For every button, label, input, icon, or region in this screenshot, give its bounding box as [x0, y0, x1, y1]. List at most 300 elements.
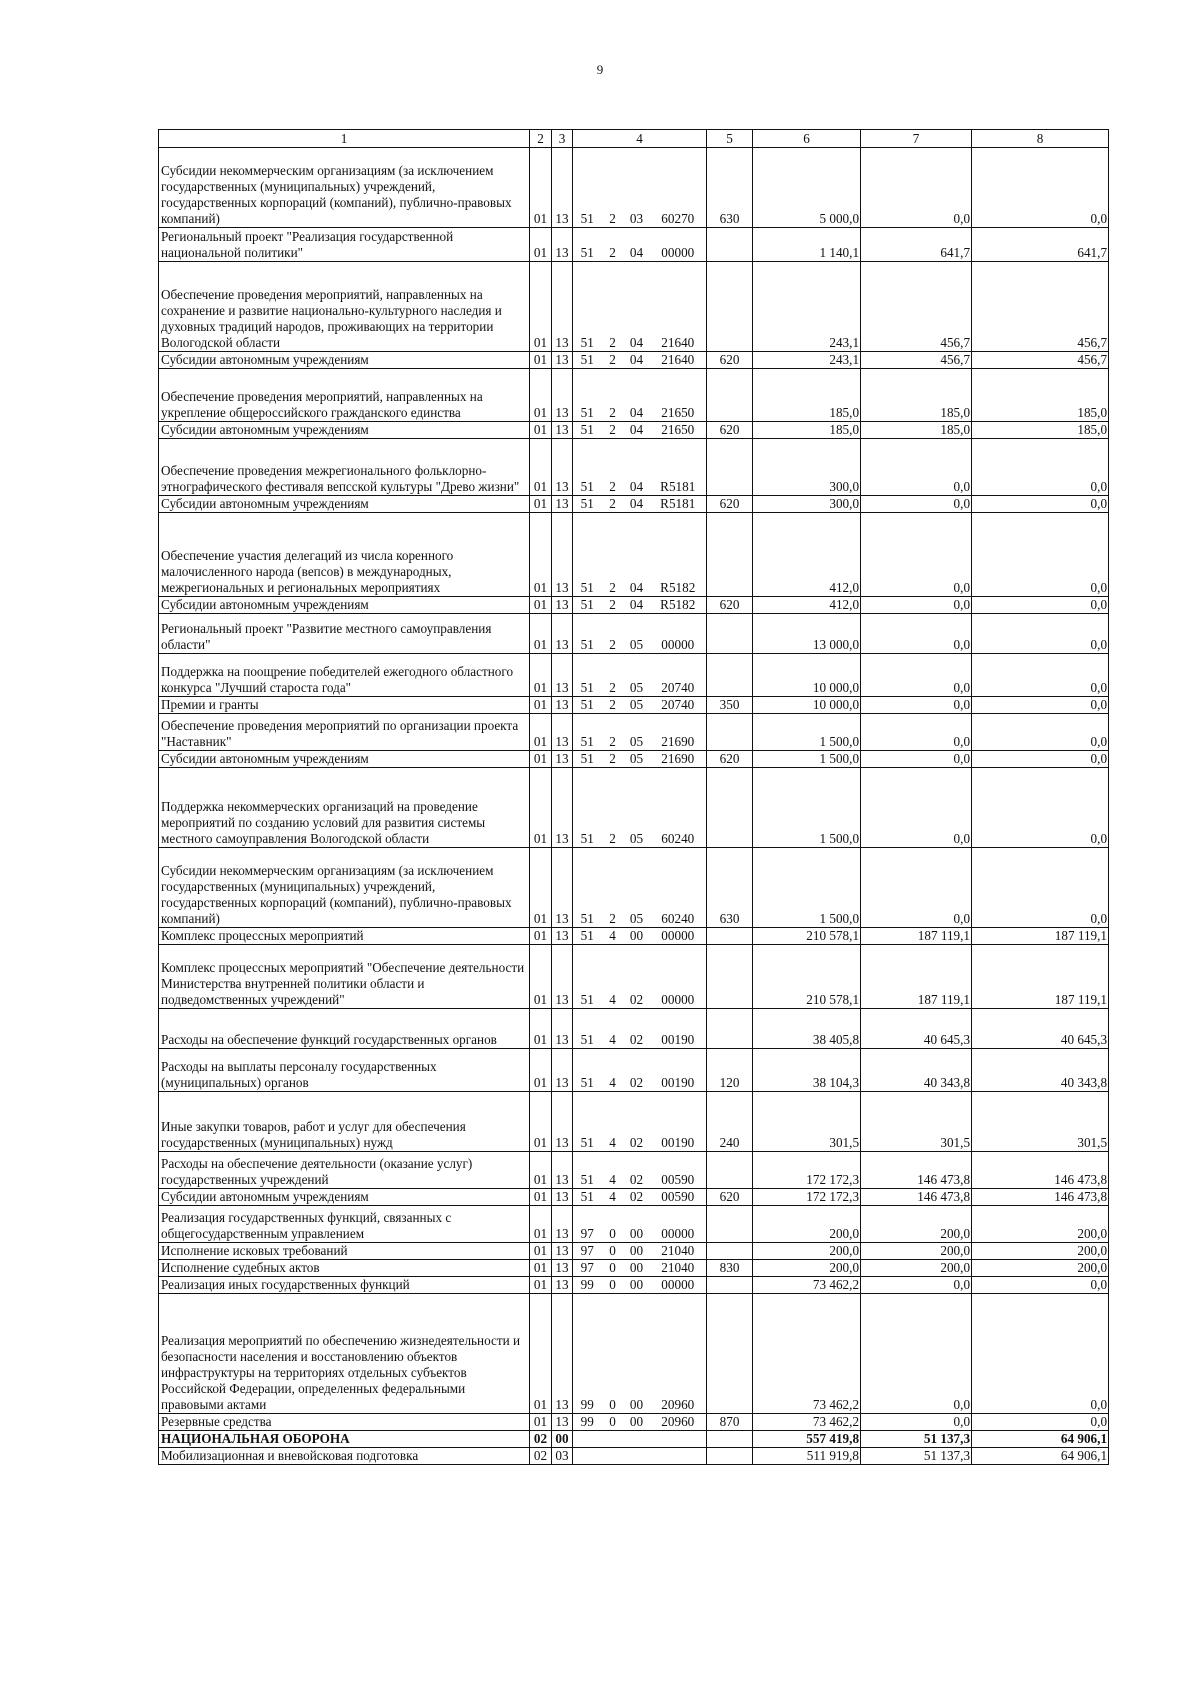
amount-col-8: 0,0 [972, 1277, 1109, 1294]
subsection-code: 13 [552, 751, 573, 768]
target-article-type: 2 [602, 228, 624, 262]
target-article-part: 00 [624, 1206, 650, 1243]
target-article-direction: 21650 [650, 369, 707, 422]
section-code: 01 [530, 1152, 552, 1189]
amount-col-6: 185,0 [753, 422, 861, 439]
amount-col-8: 0,0 [972, 654, 1109, 697]
target-article-part: 00 [624, 1414, 650, 1431]
expense-type-code [707, 1243, 753, 1260]
target-article-part: 04 [624, 597, 650, 614]
expense-type-code [707, 1431, 753, 1448]
expense-type-code: 620 [707, 496, 753, 513]
table-row [159, 848, 1109, 928]
table-row [159, 1243, 1109, 1260]
row-name: Поддержка некоммерческих организаций на проведение мероприятий по созданию условий для развития системы местного самоуправления Вологодской области [159, 768, 530, 848]
row-name: Обеспечение участия делегаций из числа коренного малочисленного народа (вепсов) в международных, межрегиональных и региональных мероприятиях [159, 513, 530, 597]
target-article-program: 99 [573, 1294, 602, 1414]
amount-col-8: 40 343,8 [972, 1049, 1109, 1092]
subsection-code: 13 [552, 352, 573, 369]
amount-col-8: 187 119,1 [972, 945, 1109, 1009]
amount-col-8: 456,7 [972, 262, 1109, 352]
amount-col-7: 0,0 [861, 614, 972, 654]
target-article-part: 04 [624, 422, 650, 439]
target-article-part: 05 [624, 751, 650, 768]
target-article-program: 51 [573, 1189, 602, 1206]
amount-col-8: 146 473,8 [972, 1152, 1109, 1189]
target-article-type: 2 [602, 439, 624, 496]
target-article-part: 04 [624, 352, 650, 369]
amount-col-8: 0,0 [972, 614, 1109, 654]
amount-col-8: 0,0 [972, 1294, 1109, 1414]
table-row [159, 1260, 1109, 1277]
section-code: 01 [530, 1009, 552, 1049]
amount-col-7: 146 473,8 [861, 1189, 972, 1206]
section-code: 01 [530, 654, 552, 697]
table-row [159, 597, 1109, 614]
amount-col-8: 0,0 [972, 768, 1109, 848]
table-row [159, 1189, 1109, 1206]
subsection-code: 13 [552, 614, 573, 654]
target-article-direction: 21640 [650, 262, 707, 352]
target-article-direction: 60240 [650, 848, 707, 928]
target-article-direction: 00190 [650, 1049, 707, 1092]
expense-type-code: 630 [707, 148, 753, 228]
table-row [159, 262, 1109, 352]
page-number: 9 [596, 62, 604, 77]
amount-col-8: 0,0 [972, 714, 1109, 751]
target-article-direction: 00590 [650, 1152, 707, 1189]
target-article-program: 51 [573, 496, 602, 513]
header-cell: 8 [972, 130, 1109, 148]
amount-col-6: 1 500,0 [753, 848, 861, 928]
amount-col-7: 200,0 [861, 1206, 972, 1243]
expense-type-code: 620 [707, 422, 753, 439]
amount-col-7: 456,7 [861, 262, 972, 352]
amount-col-8: 146 473,8 [972, 1189, 1109, 1206]
row-name: НАЦИОНАЛЬНАЯ ОБОРОНА [159, 1431, 530, 1448]
section-code: 01 [530, 1260, 552, 1277]
amount-col-7: 0,0 [861, 697, 972, 714]
amount-col-6: 210 578,1 [753, 945, 861, 1009]
amount-col-7: 0,0 [861, 1277, 972, 1294]
header-cell: 7 [861, 130, 972, 148]
section-code: 01 [530, 1049, 552, 1092]
subsection-code: 13 [552, 1152, 573, 1189]
row-name: Комплекс процессных мероприятий [159, 928, 530, 945]
header-cell: 4 [573, 130, 707, 148]
target-article-direction: 00000 [650, 928, 707, 945]
table-row [159, 714, 1109, 751]
expense-type-code [707, 228, 753, 262]
amount-col-6: 557 419,8 [753, 1431, 861, 1448]
amount-col-7: 0,0 [861, 848, 972, 928]
section-code: 01 [530, 496, 552, 513]
target-article-part: 05 [624, 614, 650, 654]
target-article-part: 04 [624, 439, 650, 496]
table-row [159, 1206, 1109, 1243]
target-article-part: 05 [624, 848, 650, 928]
row-name: Обеспечение проведения мероприятий по организации проекта "Наставник" [159, 714, 530, 751]
target-article-direction: R5181 [650, 439, 707, 496]
expense-type-code [707, 1294, 753, 1414]
section-code: 01 [530, 369, 552, 422]
table-row [159, 1009, 1109, 1049]
table-row [159, 1152, 1109, 1189]
target-article-type: 0 [602, 1294, 624, 1414]
amount-col-7: 146 473,8 [861, 1152, 972, 1189]
subsection-code: 13 [552, 1277, 573, 1294]
table-row [159, 768, 1109, 848]
row-name: Обеспечение проведения мероприятий, направленных на укрепление общероссийского гражданского единства [159, 369, 530, 422]
section-code: 01 [530, 1414, 552, 1431]
target-article-direction: R5181 [650, 496, 707, 513]
target-article-program: 51 [573, 751, 602, 768]
amount-col-7: 0,0 [861, 714, 972, 751]
table-row [159, 1277, 1109, 1294]
target-article-part: 00 [624, 1260, 650, 1277]
amount-col-7: 0,0 [861, 768, 972, 848]
amount-col-7: 0,0 [861, 1414, 972, 1431]
expense-type-code [707, 1009, 753, 1049]
target-article-type: 0 [602, 1206, 624, 1243]
section-code: 01 [530, 439, 552, 496]
expense-type-code [707, 1152, 753, 1189]
amount-col-7: 641,7 [861, 228, 972, 262]
row-name: Иные закупки товаров, работ и услуг для обеспечения государственных (муниципальных) нужд [159, 1092, 530, 1152]
section-code: 01 [530, 352, 552, 369]
target-article-type: 4 [602, 928, 624, 945]
target-article-program: 51 [573, 352, 602, 369]
section-code: 01 [530, 262, 552, 352]
table-row [159, 1414, 1109, 1431]
target-article-program: 51 [573, 597, 602, 614]
table-row [159, 1092, 1109, 1152]
row-name: Субсидии некоммерческим организациям (за исключением государственных (муниципальных) учреждений, государственных корпораций (компаний), публично-правовых компаний) [159, 148, 530, 228]
section-code: 01 [530, 928, 552, 945]
section-code: 01 [530, 848, 552, 928]
target-article-direction: 21040 [650, 1243, 707, 1260]
amount-col-6: 13 000,0 [753, 614, 861, 654]
target-article-part: 05 [624, 697, 650, 714]
target-article-direction: 00590 [650, 1189, 707, 1206]
header-row [159, 130, 1109, 148]
subsection-code: 13 [552, 262, 573, 352]
amount-col-7: 0,0 [861, 654, 972, 697]
amount-col-7: 200,0 [861, 1243, 972, 1260]
amount-col-8: 301,5 [972, 1092, 1109, 1152]
subsection-code: 13 [552, 945, 573, 1009]
header-cell: 3 [552, 130, 573, 148]
expense-type-code [707, 1448, 753, 1465]
target-article-direction: 20960 [650, 1414, 707, 1431]
subsection-code: 13 [552, 768, 573, 848]
section-code: 01 [530, 422, 552, 439]
target-article-type: 4 [602, 1152, 624, 1189]
table-row [159, 928, 1109, 945]
subsection-code: 13 [552, 148, 573, 228]
section-code: 01 [530, 1092, 552, 1152]
subsection-code: 13 [552, 1206, 573, 1243]
amount-col-8: 40 645,3 [972, 1009, 1109, 1049]
section-code: 01 [530, 768, 552, 848]
expense-type-code [707, 928, 753, 945]
target-article-program: 51 [573, 422, 602, 439]
amount-col-8: 0,0 [972, 751, 1109, 768]
target-article-direction [650, 1448, 707, 1465]
target-article-part: 00 [624, 928, 650, 945]
target-article-program: 51 [573, 439, 602, 496]
target-article-direction: 21690 [650, 751, 707, 768]
amount-col-7: 0,0 [861, 597, 972, 614]
target-article-type: 2 [602, 768, 624, 848]
amount-col-8: 200,0 [972, 1243, 1109, 1260]
amount-col-8: 64 906,1 [972, 1448, 1109, 1465]
target-article-direction: 21040 [650, 1260, 707, 1277]
table-row [159, 228, 1109, 262]
amount-col-8: 0,0 [972, 697, 1109, 714]
amount-col-7: 0,0 [861, 751, 972, 768]
amount-col-8: 187 119,1 [972, 928, 1109, 945]
row-name: Субсидии автономным учреждениям [159, 496, 530, 513]
target-article-program: 51 [573, 1049, 602, 1092]
amount-col-8: 64 906,1 [972, 1431, 1109, 1448]
target-article-program: 51 [573, 848, 602, 928]
section-code: 02 [530, 1448, 552, 1465]
amount-col-7: 40 343,8 [861, 1049, 972, 1092]
section-code: 01 [530, 597, 552, 614]
target-article-part: 05 [624, 768, 650, 848]
target-article-direction: R5182 [650, 597, 707, 614]
target-article-program: 51 [573, 945, 602, 1009]
amount-col-7: 0,0 [861, 1294, 972, 1414]
target-article-direction: 00000 [650, 1206, 707, 1243]
target-article-type: 0 [602, 1277, 624, 1294]
section-code: 01 [530, 697, 552, 714]
row-name: Резервные средства [159, 1414, 530, 1431]
target-article-type: 2 [602, 697, 624, 714]
target-article-type: 2 [602, 262, 624, 352]
row-name: Субсидии автономным учреждениям [159, 352, 530, 369]
target-article-type: 0 [602, 1260, 624, 1277]
subsection-code: 13 [552, 228, 573, 262]
target-article-part: 00 [624, 1294, 650, 1414]
expense-type-code [707, 714, 753, 751]
amount-col-7: 185,0 [861, 422, 972, 439]
target-article-direction: 20960 [650, 1294, 707, 1414]
target-article-program: 97 [573, 1260, 602, 1277]
table-row [159, 496, 1109, 513]
target-article-program: 51 [573, 369, 602, 422]
target-article-direction: 60240 [650, 768, 707, 848]
target-article-direction: 60270 [650, 148, 707, 228]
table-row [159, 945, 1109, 1009]
row-name: Реализация мероприятий по обеспечению жизнедеятельности и безопасности населения и восстановлению объектов инфраструктуры на территориях отдельных субъектов Российской Федерации, определенных федеральными правовыми актами [159, 1294, 530, 1414]
target-article-type: 2 [602, 654, 624, 697]
subsection-code: 13 [552, 496, 573, 513]
subsection-code: 13 [552, 1092, 573, 1152]
amount-col-6: 38 405,8 [753, 1009, 861, 1049]
target-article-type: 2 [602, 369, 624, 422]
target-article-type: 2 [602, 513, 624, 597]
table-row [159, 614, 1109, 654]
amount-col-6: 185,0 [753, 369, 861, 422]
expense-type-code [707, 439, 753, 496]
amount-col-8: 200,0 [972, 1260, 1109, 1277]
target-article-type: 0 [602, 1243, 624, 1260]
row-name: Исполнение судебных актов [159, 1260, 530, 1277]
table-row [159, 439, 1109, 496]
row-name: Субсидии автономным учреждениям [159, 597, 530, 614]
target-article-direction: 21650 [650, 422, 707, 439]
amount-col-8: 0,0 [972, 496, 1109, 513]
amount-col-7: 0,0 [861, 148, 972, 228]
target-article-type: 2 [602, 422, 624, 439]
target-article-program: 51 [573, 768, 602, 848]
section-code: 01 [530, 228, 552, 262]
row-name: Региональный проект "Реализация государственной национальной политики" [159, 228, 530, 262]
subsection-code: 13 [552, 714, 573, 751]
row-name: Региональный проект "Развитие местного самоуправления области" [159, 614, 530, 654]
amount-col-8: 0,0 [972, 513, 1109, 597]
expense-type-code [707, 1277, 753, 1294]
target-article-program: 51 [573, 228, 602, 262]
section-code: 01 [530, 1206, 552, 1243]
table-row [159, 1049, 1109, 1092]
table-row [159, 148, 1109, 228]
table-row [159, 1294, 1109, 1414]
subsection-code: 13 [552, 1414, 573, 1431]
target-article-program: 99 [573, 1414, 602, 1431]
amount-col-6: 200,0 [753, 1260, 861, 1277]
expense-type-code: 830 [707, 1260, 753, 1277]
expense-type-code: 630 [707, 848, 753, 928]
subsection-code: 13 [552, 439, 573, 496]
amount-col-6: 5 000,0 [753, 148, 861, 228]
target-article-type: 2 [602, 148, 624, 228]
target-article-direction: 00000 [650, 945, 707, 1009]
amount-col-6: 412,0 [753, 597, 861, 614]
amount-col-6: 73 462,2 [753, 1414, 861, 1431]
target-article-type: 2 [602, 597, 624, 614]
amount-col-7: 40 645,3 [861, 1009, 972, 1049]
target-article-part [624, 1448, 650, 1465]
amount-col-8: 0,0 [972, 439, 1109, 496]
amount-col-6: 10 000,0 [753, 654, 861, 697]
header-cell: 2 [530, 130, 552, 148]
target-article-direction: 00190 [650, 1092, 707, 1152]
subsection-code: 13 [552, 597, 573, 614]
row-name: Реализация государственных функций, связанных с общегосударственным управлением [159, 1206, 530, 1243]
target-article-part: 02 [624, 1152, 650, 1189]
target-article-type: 2 [602, 614, 624, 654]
amount-col-7: 187 119,1 [861, 945, 972, 1009]
table-row [159, 422, 1109, 439]
amount-col-7: 187 119,1 [861, 928, 972, 945]
target-article-direction: 20740 [650, 697, 707, 714]
amount-col-8: 456,7 [972, 352, 1109, 369]
target-article-type: 4 [602, 1189, 624, 1206]
target-article-type: 2 [602, 848, 624, 928]
amount-col-7: 0,0 [861, 439, 972, 496]
table-row [159, 1431, 1109, 1448]
expense-type-code [707, 262, 753, 352]
row-name: Расходы на обеспечение деятельности (оказание услуг) государственных учреждений [159, 1152, 530, 1189]
target-article-type: 4 [602, 1009, 624, 1049]
amount-col-6: 1 140,1 [753, 228, 861, 262]
target-article-program: 99 [573, 1277, 602, 1294]
target-article-type: 2 [602, 714, 624, 751]
row-name: Обеспечение проведения мероприятий, направленных на сохранение и развитие национально-культурного наследия и духовных традиций народов, проживающих на территории Вологодской области [159, 262, 530, 352]
target-article-type [602, 1431, 624, 1448]
section-code: 02 [530, 1431, 552, 1448]
amount-col-7: 0,0 [861, 496, 972, 513]
target-article-part: 02 [624, 1189, 650, 1206]
target-article-direction: 00000 [650, 228, 707, 262]
target-article-program: 51 [573, 262, 602, 352]
target-article-part: 04 [624, 513, 650, 597]
target-article-part: 04 [624, 228, 650, 262]
subsection-code: 13 [552, 1294, 573, 1414]
table-row [159, 369, 1109, 422]
target-article-direction [650, 1431, 707, 1448]
section-code: 01 [530, 1277, 552, 1294]
header-cell: 6 [753, 130, 861, 148]
header-cell: 5 [707, 130, 753, 148]
target-article-program: 51 [573, 654, 602, 697]
section-code: 01 [530, 148, 552, 228]
amount-col-8: 0,0 [972, 597, 1109, 614]
target-article-part [624, 1431, 650, 1448]
expense-type-code: 620 [707, 1189, 753, 1206]
amount-col-7: 185,0 [861, 369, 972, 422]
expense-type-code: 620 [707, 597, 753, 614]
subsection-code: 13 [552, 1243, 573, 1260]
row-name: Мобилизационная и вневойсковая подготовка [159, 1448, 530, 1465]
amount-col-6: 10 000,0 [753, 697, 861, 714]
table-row [159, 751, 1109, 768]
target-article-program: 97 [573, 1206, 602, 1243]
subsection-code: 13 [552, 1189, 573, 1206]
expense-type-code [707, 654, 753, 697]
table-row [159, 654, 1109, 697]
amount-col-6: 243,1 [753, 262, 861, 352]
row-name: Расходы на обеспечение функций государственных органов [159, 1009, 530, 1049]
target-article-direction: 00000 [650, 614, 707, 654]
amount-col-6: 73 462,2 [753, 1294, 861, 1414]
subsection-code: 13 [552, 848, 573, 928]
target-article-program: 97 [573, 1243, 602, 1260]
subsection-code: 13 [552, 697, 573, 714]
target-article-part: 05 [624, 654, 650, 697]
table-row [159, 352, 1109, 369]
row-name: Субсидии некоммерческим организациям (за исключением государственных (муниципальных) учреждений, государственных корпораций (компаний), публично-правовых компаний) [159, 848, 530, 928]
section-code: 01 [530, 714, 552, 751]
table-row [159, 1448, 1109, 1465]
target-article-type: 2 [602, 352, 624, 369]
target-article-program: 51 [573, 1152, 602, 1189]
subsection-code: 13 [552, 1049, 573, 1092]
target-article-type: 4 [602, 1049, 624, 1092]
section-code: 01 [530, 751, 552, 768]
row-name: Поддержка на поощрение победителей ежегодного областного конкурса "Лучший староста года" [159, 654, 530, 697]
amount-col-8: 641,7 [972, 228, 1109, 262]
expense-type-code: 240 [707, 1092, 753, 1152]
section-code: 01 [530, 945, 552, 1009]
amount-col-6: 172 172,3 [753, 1152, 861, 1189]
target-article-type: 4 [602, 945, 624, 1009]
amount-col-8: 0,0 [972, 848, 1109, 928]
expense-type-code [707, 369, 753, 422]
